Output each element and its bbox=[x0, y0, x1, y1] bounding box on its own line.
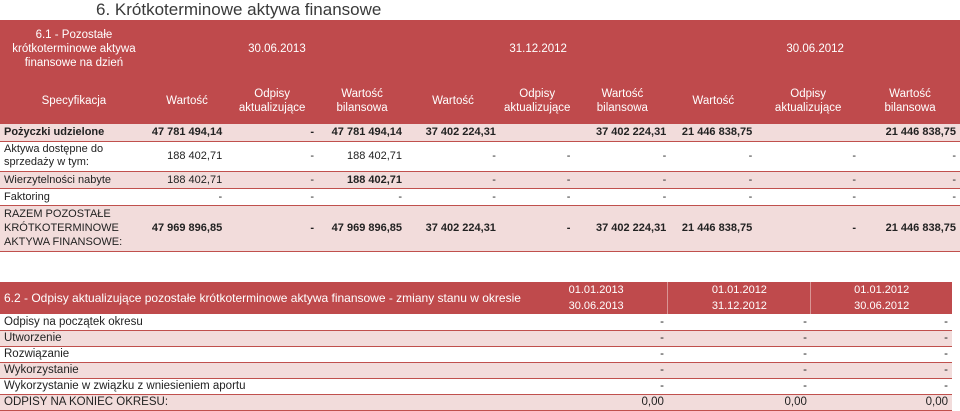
cell bbox=[500, 124, 574, 141]
cell: - bbox=[226, 124, 318, 141]
row-label: Wykorzystanie w związku z wniesieniem aportu bbox=[0, 378, 525, 394]
cell: - bbox=[668, 346, 811, 362]
cell: 47 781 494,14 bbox=[148, 124, 226, 141]
cell: - bbox=[525, 314, 668, 330]
cell: - bbox=[756, 171, 860, 188]
cell: 188 402,71 bbox=[148, 171, 226, 188]
row-label: Odpisy na początek okresu bbox=[0, 314, 525, 330]
cell: - bbox=[670, 188, 756, 205]
col-header: Wartość bilansowa bbox=[860, 78, 960, 124]
cell: - bbox=[406, 171, 500, 188]
date-header-0: 30.06.2013 bbox=[148, 20, 406, 78]
cell: 47 969 896,85 bbox=[318, 205, 406, 251]
cell: - bbox=[525, 346, 668, 362]
short-term-financial-assets-table bbox=[0, 20, 960, 252]
cell: - bbox=[668, 330, 811, 346]
table-row bbox=[0, 141, 960, 171]
col-header: Wartość bilansowa bbox=[574, 78, 670, 124]
row-label: ODPISY NA KONIEC OKRESU: bbox=[0, 394, 525, 410]
cell: - bbox=[318, 188, 406, 205]
cell: - bbox=[148, 188, 226, 205]
cell: - bbox=[574, 171, 670, 188]
cell: 0,00 bbox=[525, 394, 668, 410]
cell: - bbox=[406, 141, 500, 171]
col-header: Wartość bbox=[148, 78, 226, 124]
table-row bbox=[0, 378, 952, 394]
col-header: Wartość bbox=[670, 78, 756, 124]
impairment-changes-table bbox=[0, 282, 952, 411]
cell: 21 446 838,75 bbox=[670, 124, 756, 141]
row-label: Aktywa dostępne do sprzedaży w tym: bbox=[0, 141, 148, 171]
cell: - bbox=[500, 205, 574, 251]
section-title: 6. Krótkoterminowe aktywa finansowe bbox=[96, 0, 382, 19]
col-header: Odpisy aktualizujące bbox=[500, 78, 574, 124]
period-to: 30.06.2012 bbox=[811, 298, 952, 314]
table-row bbox=[0, 330, 952, 346]
cell: - bbox=[670, 141, 756, 171]
cell: - bbox=[668, 378, 811, 394]
cell: - bbox=[226, 141, 318, 171]
cell: - bbox=[525, 330, 668, 346]
cell: 188 402,71 bbox=[318, 171, 406, 188]
cell: - bbox=[668, 362, 811, 378]
table-row bbox=[0, 124, 960, 141]
cell: - bbox=[226, 188, 318, 205]
cell: - bbox=[525, 378, 668, 394]
table-row-total bbox=[0, 205, 960, 251]
cell: 21 446 838,75 bbox=[670, 205, 756, 251]
period-to: 31.12.2012 bbox=[668, 298, 811, 314]
cell: - bbox=[860, 188, 960, 205]
cell: - bbox=[525, 362, 668, 378]
cell: 37 402 224,31 bbox=[406, 205, 500, 251]
cell: - bbox=[860, 141, 960, 171]
cell: - bbox=[670, 171, 756, 188]
cell: 0,00 bbox=[668, 394, 811, 410]
row-label: Wierzytelności nabyte bbox=[0, 171, 148, 188]
cell: - bbox=[574, 188, 670, 205]
cell: - bbox=[500, 171, 574, 188]
date-header-1: 31.12.2012 bbox=[406, 20, 670, 78]
cell: - bbox=[756, 141, 860, 171]
table-row bbox=[0, 188, 960, 205]
cell: - bbox=[668, 314, 811, 330]
cell: - bbox=[226, 205, 318, 251]
cell: - bbox=[811, 314, 952, 330]
cell: 47 781 494,14 bbox=[318, 124, 406, 141]
col-header: Odpisy aktualizujące bbox=[226, 78, 318, 124]
cell: - bbox=[756, 205, 860, 251]
row-label: Faktoring bbox=[0, 188, 148, 205]
cell: - bbox=[811, 378, 952, 394]
row-label: Rozwiązanie bbox=[0, 346, 525, 362]
cell: 37 402 224,31 bbox=[574, 205, 670, 251]
cell: - bbox=[756, 188, 860, 205]
period-from: 01.01.2012 bbox=[811, 282, 952, 298]
row-label: RAZEM POZOSTAŁE KRÓTKOTERMINOWE AKTYWA FINANSOWE: bbox=[0, 205, 148, 251]
cell: 21 446 838,75 bbox=[860, 205, 960, 251]
cell bbox=[756, 124, 860, 141]
col-header: Odpisy aktualizujące bbox=[756, 78, 860, 124]
row-label: Wykorzystanie bbox=[0, 362, 525, 378]
cell: - bbox=[811, 362, 952, 378]
table2-title: 6.2 - Odpisy aktualizujące pozostałe krótkoterminowe aktywa finansowe - zmiany stanu w okresie bbox=[0, 282, 525, 314]
date-header-2: 30.06.2012 bbox=[670, 20, 960, 78]
col-header: Wartość bilansowa bbox=[318, 78, 406, 124]
cell: - bbox=[500, 188, 574, 205]
cell: - bbox=[226, 171, 318, 188]
row-label: Utworzenie bbox=[0, 330, 525, 346]
table-row bbox=[0, 314, 952, 330]
specyfikacja-header: Specyfikacja bbox=[0, 78, 148, 124]
cell: 188 402,71 bbox=[148, 141, 226, 171]
cell: 188 402,71 bbox=[318, 141, 406, 171]
cell: 47 969 896,85 bbox=[148, 205, 226, 251]
cell: - bbox=[811, 330, 952, 346]
period-from: 01.01.2013 bbox=[525, 282, 668, 298]
cell: - bbox=[574, 141, 670, 171]
cell: - bbox=[811, 346, 952, 362]
table-row bbox=[0, 346, 952, 362]
col-header: Wartość bbox=[406, 78, 500, 124]
period-from: 01.01.2012 bbox=[668, 282, 811, 298]
cell: 37 402 224,31 bbox=[406, 124, 500, 141]
period-to: 30.06.2013 bbox=[525, 298, 668, 314]
table-row-total bbox=[0, 394, 952, 410]
cell: 0,00 bbox=[811, 394, 952, 410]
cell: - bbox=[860, 171, 960, 188]
cell: - bbox=[500, 141, 574, 171]
cell: 37 402 224,31 bbox=[574, 124, 670, 141]
cell: - bbox=[406, 188, 500, 205]
table-row bbox=[0, 362, 952, 378]
corner-label: 6.1 - Pozostałe krótkoterminowe aktywa finansowe na dzień bbox=[0, 20, 148, 78]
row-label: Pożyczki udzielone bbox=[0, 124, 148, 141]
cell: 21 446 838,75 bbox=[860, 124, 960, 141]
table-row bbox=[0, 171, 960, 188]
